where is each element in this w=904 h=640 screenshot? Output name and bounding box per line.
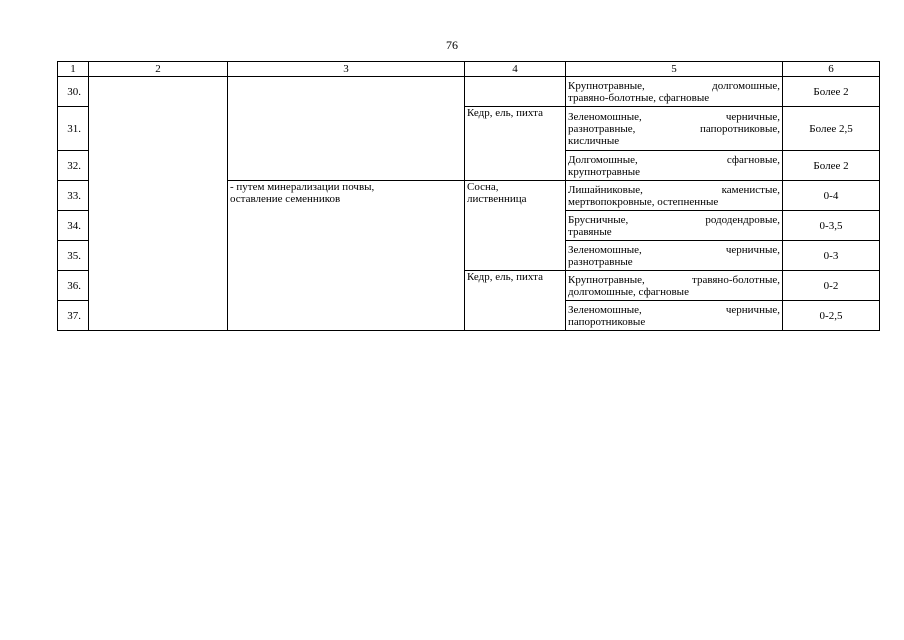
vegetation-type-cell: Лишайниковые, каменистые, мертвопокровные, остепненные <box>566 181 783 211</box>
row-number: 32. <box>58 151 89 181</box>
tree-species-cell: Кедр, ель, пихта <box>465 107 566 181</box>
value-cell: 0-2,5 <box>783 301 880 331</box>
vegetation-type-cell: Крупнотравные, долгомошные, травяно-болотные, сфагновые <box>566 77 783 107</box>
row-number: 30. <box>58 77 89 107</box>
header-cell: 6 <box>783 62 880 77</box>
tree-species-cell: Кедр, ель, пихта <box>465 271 566 331</box>
col4-empty-cell <box>465 77 566 107</box>
value-cell: 0-3,5 <box>783 211 880 241</box>
header-cell: 1 <box>58 62 89 77</box>
header-cell: 4 <box>465 62 566 77</box>
col2-merged-cell <box>89 77 228 331</box>
table-header-row <box>58 62 880 77</box>
row-number: 36. <box>58 271 89 301</box>
header-cell: 3 <box>228 62 465 77</box>
page-number: 76 <box>446 38 458 52</box>
row-number: 31. <box>58 107 89 151</box>
row-number: 35. <box>58 241 89 271</box>
value-cell: 0-2 <box>783 271 880 301</box>
row-number: 34. <box>58 211 89 241</box>
row-number: 33. <box>58 181 89 211</box>
value-cell: 0-3 <box>783 241 880 271</box>
method-cell: - путем минерализации почвы, оставление семенников <box>228 181 465 331</box>
vegetation-type-cell: Долгомошные, сфагновые, крупнотравные <box>566 151 783 181</box>
vegetation-type-cell: Зеленомошные, черничные, разнотравные, папоротниковые, кисличные <box>566 107 783 151</box>
row-number: 37. <box>58 301 89 331</box>
vegetation-type-cell: Зеленомошные, черничные, папоротниковые <box>566 301 783 331</box>
value-cell: 0-4 <box>783 181 880 211</box>
value-cell: Более 2,5 <box>783 107 880 151</box>
data-table <box>57 61 880 331</box>
header-cell: 5 <box>566 62 783 77</box>
vegetation-type-cell: Зеленомошные, черничные, разнотравные <box>566 241 783 271</box>
header-cell: 2 <box>89 62 228 77</box>
col3-empty-cell <box>228 77 465 181</box>
value-cell: Более 2 <box>783 151 880 181</box>
vegetation-type-cell: Крупнотравные, травяно-болотные, долгомошные, сфагновые <box>566 271 783 301</box>
value-cell: Более 2 <box>783 77 880 107</box>
tree-species-cell: Сосна, лиственница <box>465 181 566 271</box>
vegetation-type-cell: Брусничные, рододендровые, травяные <box>566 211 783 241</box>
table-row <box>58 77 880 107</box>
